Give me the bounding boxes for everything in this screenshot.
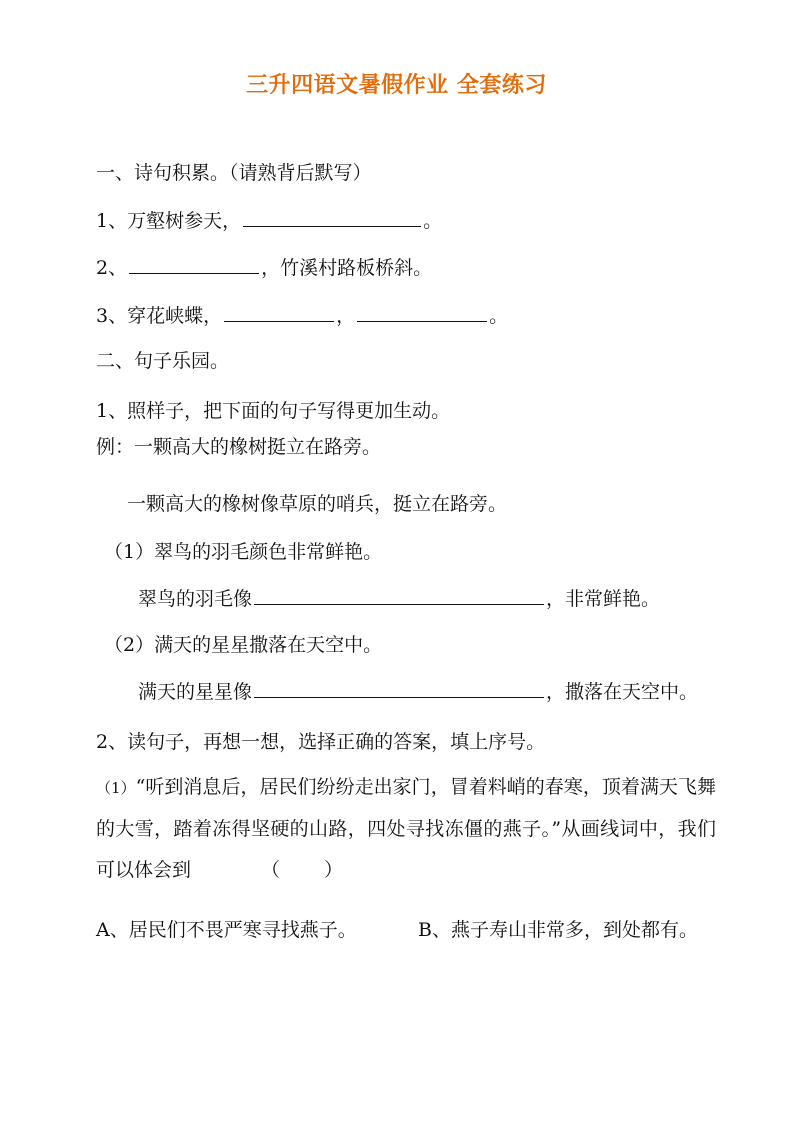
answer-blank-item-1[interactable]: [254, 586, 544, 605]
answer-blank-1[interactable]: [243, 208, 421, 227]
question-2-prefix: 2、: [96, 257, 128, 279]
passage-text: “听到消息后，居民们纷纷走出家门，冒着料峭的春寒，顶着满天飞舞的大雪，踏着冻得坚硬的山路，四处寻找冻僵的燕子。”从画线词中，我们可以体会到: [96, 776, 717, 881]
item-1-prefix: 翠鸟的羽毛像: [138, 588, 253, 610]
question-3: [96, 301, 508, 331]
section-2-heading: 二、句子乐园。: [96, 350, 230, 372]
example-sentence: 例：一颗高大的橡树挺立在路旁。: [96, 436, 382, 458]
answer-blank-item-2[interactable]: [254, 679, 544, 698]
item-2-fill: [138, 677, 698, 707]
option-a: A、居民们不畏严寒寻找燕子。: [96, 919, 357, 941]
section-1-heading: 一、诗句积累。（请熟背后默写）: [96, 162, 372, 184]
answer-blank-3a[interactable]: [224, 303, 334, 322]
answer-paren[interactable]: （）: [261, 859, 388, 881]
question-3-prefix: 3、穿花峡蝶，: [96, 305, 223, 327]
answer-blank-3b[interactable]: [357, 303, 487, 322]
question-1-prefix: 1、万壑树参天，: [96, 210, 242, 232]
page-title: 三升四语文暑假作业 全套练习: [246, 72, 547, 98]
task-1-instruction: 1、照样子，把下面的句子写得更加生动。: [96, 400, 451, 422]
question-3-suffix: 。: [489, 305, 509, 327]
task-2-instruction: 2、读句子，再想一想，选择正确的答案，填上序号。: [96, 731, 546, 753]
answer-blank-2[interactable]: [129, 255, 259, 274]
example-answer: 一颗高大的橡树像草原的哨兵，挺立在路旁。: [127, 493, 508, 515]
item-1-fill: [138, 584, 660, 614]
item-2-prefix: 满天的星星像: [138, 681, 253, 703]
question-1-suffix: 。: [423, 210, 443, 232]
question-1: [96, 206, 442, 236]
question-3-middle: ，: [336, 305, 356, 327]
item-2-sentence: （2）满天的星星撒落在天空中。: [104, 634, 383, 656]
option-b: B、燕子寿山非常多，到处都有。: [418, 919, 698, 941]
item-2-suffix: ，撒落在天空中。: [546, 681, 699, 703]
question-2-suffix: ，竹溪村路板桥斜。: [261, 257, 433, 279]
question-2: [96, 253, 432, 283]
item-1-sentence: （1）翠鸟的羽毛颜色非常鲜艳。: [104, 541, 383, 563]
item-1-suffix: ，非常鲜艳。: [546, 588, 661, 610]
passage-number: （1）: [96, 779, 136, 797]
task-2-passage: [96, 767, 716, 891]
